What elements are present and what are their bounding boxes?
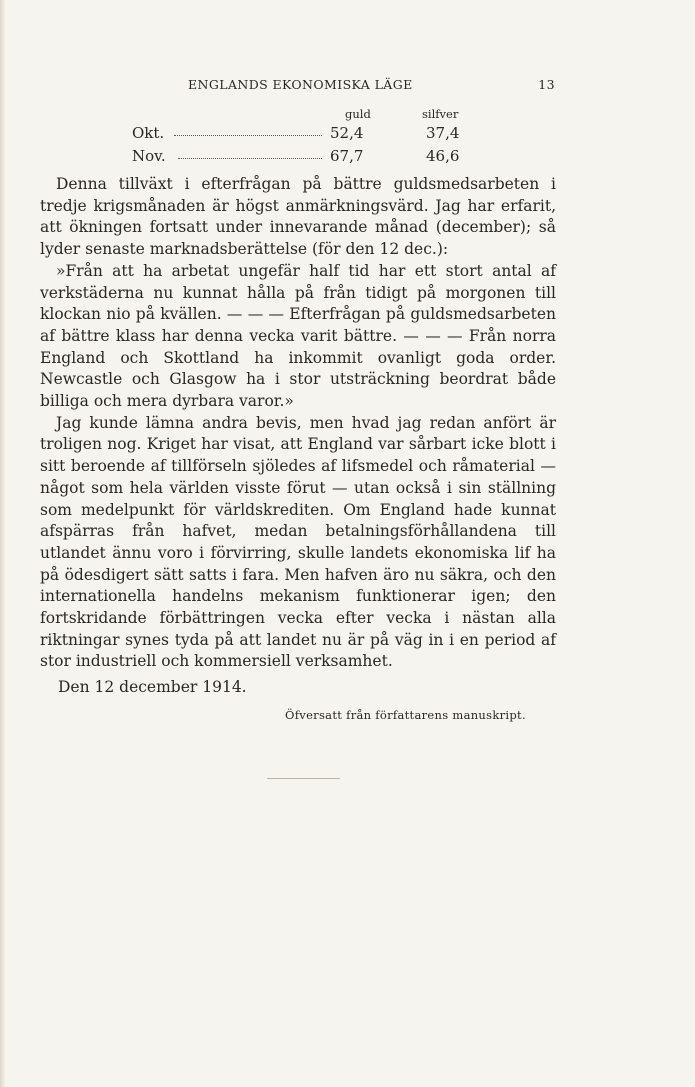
body-text bbox=[40, 174, 556, 673]
row-guld-value: 67,7 bbox=[330, 147, 364, 165]
leader-dots bbox=[174, 135, 322, 136]
table-header-silfver: silfver bbox=[422, 107, 459, 121]
paragraph: Denna tillväxt i efterfrågan på bättre guldsmedsarbeten i tredje krigsmånaden är högst anmärkningsvärd. Jag har erfarit, att ökningen fortsatt under innevarande månad (december); så lyder senaste marknadsberättelse (för den 12 dec.): bbox=[40, 175, 556, 259]
row-label: Okt. bbox=[132, 124, 165, 142]
row-label: Nov. bbox=[132, 147, 166, 165]
page-number: 13 bbox=[538, 77, 555, 92]
table-row bbox=[132, 147, 462, 167]
row-guld-value: 52,4 bbox=[330, 124, 364, 142]
translator-note: Öfversatt från författarens manuskript. bbox=[285, 708, 526, 722]
paragraph: Jag kunde lämna andra bevis, men hvad jag redan anfört är troligen nog. Kriget har visat, att England var sårbart icke blott i sitt beroende af tillförseln sjöledes af lifsmedel och råmaterial — något som hela världen visste förut — utan också i sin ställning som medelpunkt för världskrediten. Om England hade kunnat afspärras från hafvet, medan betalningsförhållandena till utlandet ännu voro i förvirring, skulle landets ekonomiska lif ha på ödesdigert sätt satts i fara. Men hafven äro nu säkra, och den internationella handelns mekanism funktionerar igen; den fortskridande förbättringen vecka efter vecka i nästan alla riktningar synes tyda på att landet nu är på väg in i en period af stor industriell och kommersiell verksamhet. bbox=[40, 413, 556, 671]
date-line: Den 12 december 1914. bbox=[58, 678, 247, 696]
page-edge-shadow bbox=[0, 0, 6, 1087]
row-silfver-value: 37,4 bbox=[426, 124, 460, 142]
running-head-title: ENGLANDS EKONOMISKA LÄGE bbox=[188, 77, 413, 92]
leader-dots bbox=[178, 158, 322, 159]
row-silfver-value: 46,6 bbox=[426, 147, 460, 165]
table-header-guld: guld bbox=[345, 107, 371, 121]
end-rule bbox=[267, 778, 340, 779]
quoted-paragraph: »Från att ha arbetat ungefär half tid har ett stort antal af verkstäderna nu kunnat hålla på från tidigt på morgonen till klockan nio på kvällen. — — — Efterfrågan på guldsmedsarbeten af bättre klass har denna vecka varit bättre. — — — Från norra England och Skottland ha inkommit ovanligt goda order. Newcastle och Glasgow ha i stor utsträckning beordrat både billiga och mera dyrbara varor.» bbox=[40, 261, 556, 411]
table-row bbox=[132, 124, 462, 144]
